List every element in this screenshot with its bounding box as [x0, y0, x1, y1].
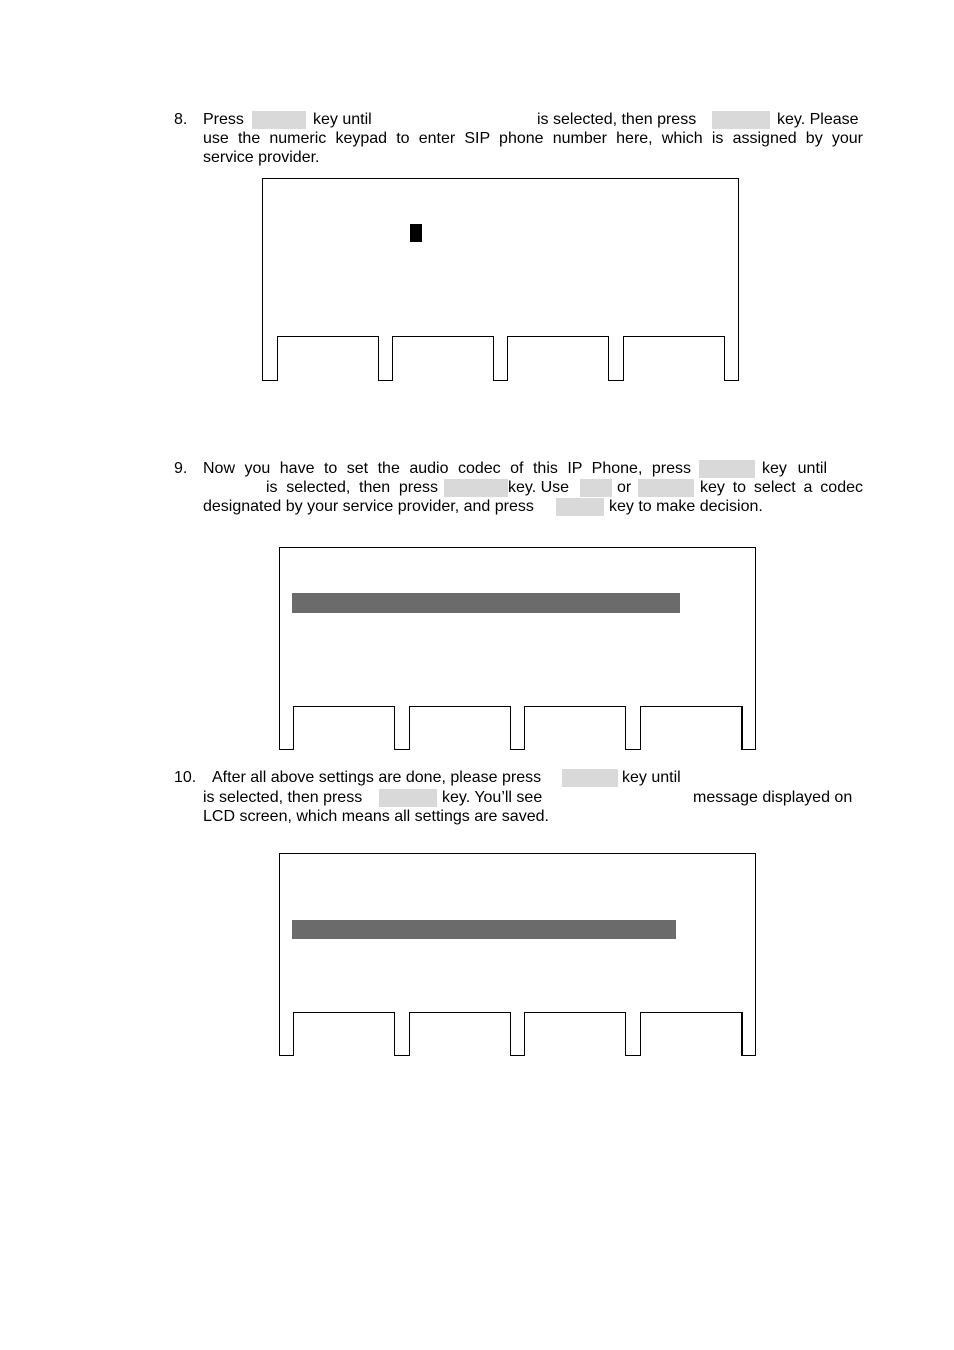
- step-10-text-after: After all above settings are done, please press: [212, 769, 542, 786]
- step-8-text-selected: is selected, then press: [537, 111, 697, 128]
- step-9-text-make-decision: key to make decision.: [609, 498, 763, 515]
- selected-codec-highlight-bar: [292, 593, 680, 613]
- soft-key-4[interactable]: [640, 1012, 743, 1056]
- soft-key-3[interactable]: [524, 706, 626, 750]
- step-9-text-select-codec: key to select a codec: [700, 479, 863, 496]
- step-10-text-message: message displayed on: [693, 789, 853, 806]
- step-10-text-selected: is selected, then press: [203, 789, 363, 806]
- step-10-text-youll-see: key. You’ll see: [442, 789, 543, 806]
- key-placeholder: [638, 479, 694, 497]
- step-9-text-designated: designated by your service provider, and press: [203, 498, 534, 515]
- step-9-text-now: Now you have to set the audio codec of this IP Phone, press: [203, 460, 691, 477]
- step-9-text-selected: is selected, then press: [266, 479, 438, 496]
- step-8-number: 8.: [174, 111, 188, 128]
- key-placeholder: [444, 479, 508, 497]
- step-10-line-1: [203, 768, 863, 788]
- step-8-text-key-please: key. Please: [777, 111, 859, 128]
- step-8-line-3: service provider.: [203, 149, 320, 166]
- soft-key-2[interactable]: [392, 336, 494, 381]
- step-10-number: 10.: [174, 769, 197, 786]
- lcd-screen-codec: [279, 547, 756, 750]
- step-8-line-2: use the numeric keypad to enter SIP phone number here, which is assigned by your: [203, 130, 863, 147]
- step-9-line-2: [203, 478, 863, 498]
- step-9-text-or: or: [617, 479, 632, 496]
- key-placeholder: [252, 111, 306, 129]
- soft-key-2[interactable]: [409, 706, 511, 750]
- soft-key-1[interactable]: [277, 336, 379, 381]
- step-10-line-2: [203, 788, 863, 808]
- selected-item-highlight-bar: [292, 920, 676, 939]
- lcd-screen-save: [279, 853, 756, 1056]
- step-9-number: 9.: [174, 460, 188, 477]
- soft-key-3[interactable]: [524, 1012, 626, 1056]
- key-placeholder: [379, 789, 437, 807]
- soft-key-2[interactable]: [409, 1012, 511, 1056]
- step-8-text-key-until: key until: [313, 111, 372, 128]
- text-cursor: [410, 224, 422, 242]
- step-10-text-key-until: key until: [622, 769, 681, 786]
- step-8-line-1: [203, 110, 863, 130]
- step-9-text-key-use: key. Use: [508, 479, 570, 496]
- step-9-text-key-until: key until: [762, 460, 827, 477]
- step-9-line-1: [203, 459, 863, 479]
- lcd-screen-sip-number: [262, 178, 739, 381]
- soft-key-3[interactable]: [507, 336, 609, 381]
- key-placeholder: [562, 769, 618, 787]
- soft-key-1[interactable]: [293, 706, 395, 750]
- soft-key-4[interactable]: [640, 706, 743, 750]
- soft-key-1[interactable]: [293, 1012, 395, 1056]
- soft-key-4[interactable]: [623, 336, 725, 381]
- key-placeholder: [580, 479, 612, 497]
- key-placeholder: [556, 498, 604, 516]
- key-placeholder: [699, 460, 755, 478]
- step-10-line-3: LCD screen, which means all settings are saved.: [203, 808, 549, 825]
- step-9-line-3: [203, 497, 863, 517]
- key-placeholder: [712, 111, 770, 129]
- step-8-text-press: Press: [203, 111, 244, 128]
